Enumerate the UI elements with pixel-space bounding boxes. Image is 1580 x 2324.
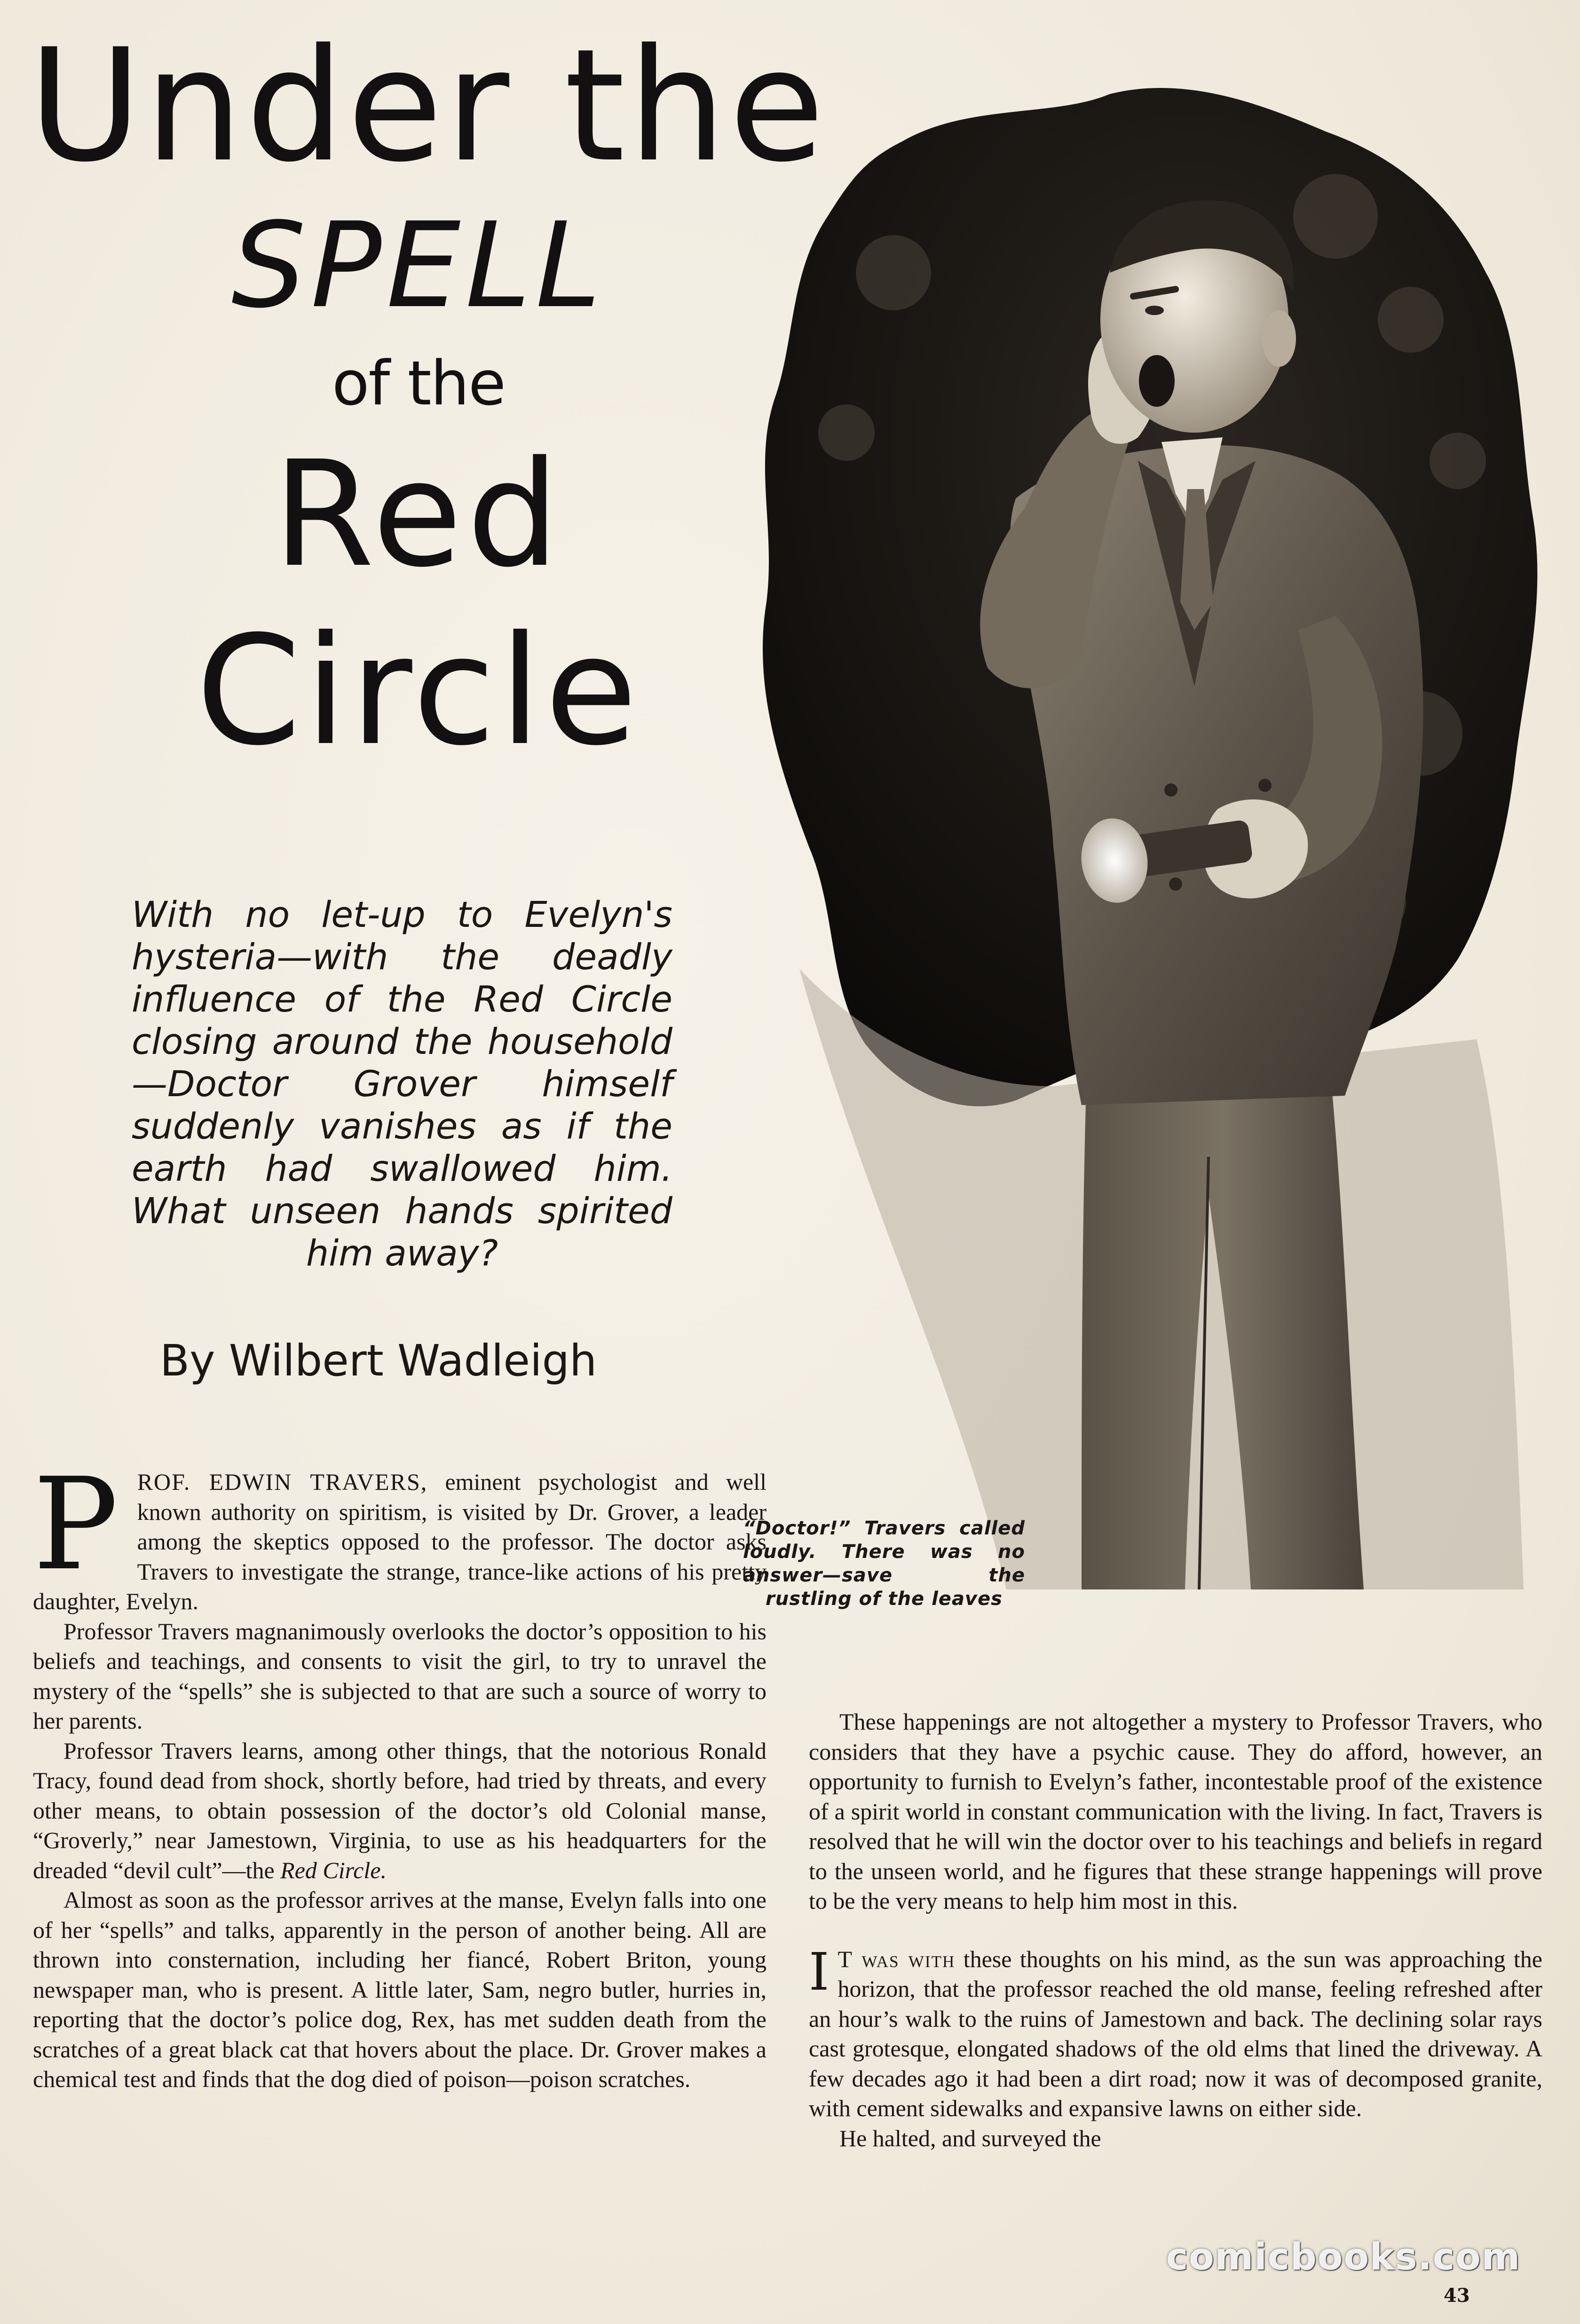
title-line-circle: Circle — [196, 604, 641, 779]
page-number: 43 — [1444, 2284, 1470, 2307]
eye — [1145, 306, 1164, 315]
story-title — [28, 16, 828, 779]
body-paragraph: He halted, and surveyed the — [839, 2125, 1101, 2151]
title-line-under-the: Under the — [28, 16, 828, 196]
drop-cap: P — [33, 1450, 118, 1598]
italic-red-circle: Red Circle. — [280, 1857, 387, 1883]
title-line-spell: SPELL — [231, 197, 606, 334]
lead-in-words: T was with — [837, 1945, 956, 1972]
lead-in-words: ROF. EDWIN TRAVERS, — [137, 1469, 428, 1495]
body-paragraph: Professor Travers magnanimously overlooks the doctor’s opposition to his beliefs and teachings, and consents to visit the girl, to try to unravel the mystery of the “spells” she is subjected to that are such a source of worry to her parents. — [33, 1618, 766, 1734]
drop-cap-small: I — [809, 1941, 830, 2002]
photo-illustration — [724, 75, 1552, 1589]
title-line-of-the: of the — [332, 348, 505, 419]
body-column-right — [809, 1707, 1542, 2153]
paragraph-text: eminent psychologist and well known authority on spiritism, is visited by Dr. Grover, a leader among the skeptics opposed to the professor. The doctor asks Travers to investigate the strange, trance-like actions of his pretty daughter, Evelyn. — [33, 1469, 766, 1614]
man-shouting-photo — [724, 75, 1552, 1589]
body-paragraph: Almost as soon as the professor arrives at the manse, Evelyn falls into one of her “spells” and talks, apparently in the person of another being. All are thrown into consternation, including her fiancé, Robert Briton, young newspaper man, who is present. A little later, Sam, negro butler, hurries in, reporting that the doctor’s police dog, Rex, has met sudden death from the scratches of a great black cat that hovers about the place. Dr. Grover makes a chemical test and finds that the dog died of poison—poison scratches. — [33, 1887, 766, 2092]
ear — [1262, 310, 1296, 367]
title-line-red: Red — [273, 430, 564, 600]
open-mouth — [1139, 355, 1175, 407]
byline: By Wilbert Wadleigh — [160, 1336, 597, 1386]
site-watermark: comicbooks.com — [1166, 2236, 1521, 2278]
body-paragraph — [809, 1941, 1542, 2124]
body-column-left — [33, 1450, 766, 2095]
body-paragraph — [33, 1736, 766, 1886]
photo-caption: “Doctor!” Travers called loudly. There was no answer—save the rustling of the leaves — [743, 1518, 1025, 1610]
paragraph-text: these thoughts on his mind, as the sun was approaching the horizon, that the professor reached the old manse, feeling refreshed after an hour’s walk to the ruins of Jamestown and back. The declining solar rays cast grotesque, elongated shadows of the old elms that lined the driveway. A few decades ago it had been a dirt road; now it was of decomposed granite, with cement sidewalks and expansive lawns on either side. — [809, 1945, 1542, 2121]
body-paragraph: These happenings are not altogether a mystery to Professor Travers, who considers that they have a psychic cause. They do afford, however, an opportunity to furnish to Evelyn’s father, incontestable proof of the existence of a spirit world in constant communication with the living. In fact, Travers is resolved that he will win the doctor over to his teachings and beliefs in regard to the unseen world, and he figures that these strange happenings will prove to be the very means to help him most in this. — [809, 1708, 1542, 1914]
paragraph-text: Professor Travers learns, among other things, that the notorious Ronald Tracy, found dead from shock, shortly before, had tried by threats, and every other means, to obtain possession of the doctor’s old Colonial manse, “Groverly,” near Jamestown, Virginia, to use as his headquarters for the dreaded “devil cult”—the — [33, 1737, 766, 1883]
body-paragraph — [33, 1450, 766, 1617]
story-deck: With no let-up to Evelyn's hysteria—with the deadly influence of the Red Circle closing around the household —Doctor Grover himself suddenly vanishes as if the earth had swallowed him. What unseen hands spirited him away? — [132, 893, 672, 1274]
